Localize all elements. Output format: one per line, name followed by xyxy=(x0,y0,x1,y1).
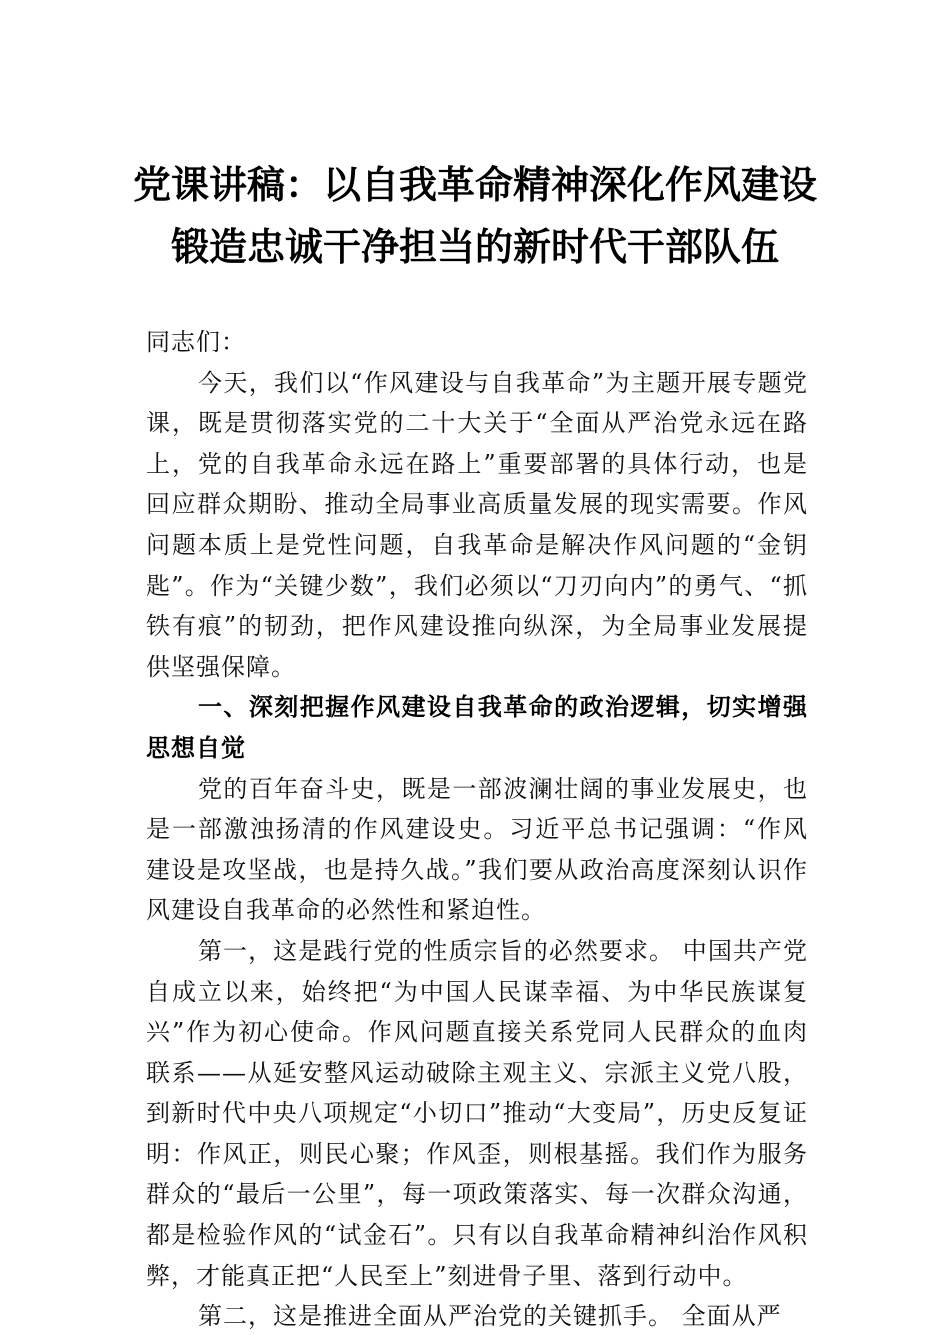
salutation: 同志们： xyxy=(146,328,246,356)
document-body xyxy=(146,322,808,1337)
point-1-paragraph xyxy=(146,931,808,1296)
point-2-body: 全面从严 xyxy=(673,1302,782,1331)
point-1-lead: 第一，这是践行党的性质宗旨的必然要求。 xyxy=(198,936,675,965)
section-1-paragraph: 党的百年奋斗史，既是一部波澜壮阔的事业发展史，也是一部激浊扬清的作风建设史。习近平总书记强调：“作风建设是攻坚战，也是持久战。”我们要从政治高度深刻认识作风建设自我革命的必然性和紧迫性。 xyxy=(146,774,808,925)
point-1-body: 中国共产党自成立以来，始终把“为中国人民谋幸福、为中华民族谋复兴”作为初心使命。作风问题直接关系党同人民群众的血肉联系——从延安整风运动破除主观主义、宗派主义党八股，到新时代中央八项规定“小切口”推动“大变局”，历史反复证明：作风正，则民心聚；作风歪，则根基摇。我们作为服务群众的“最后一公里”，每一项政策落实、每一次群众沟通，都是检验作风的“试金石”。只有以自我革命精神纠治作风积弊，才能真正把“人民至上”刻进骨子里、落到行动中。 xyxy=(146,936,808,1290)
document-title-line-1: 党课讲稿：以自我革命精神深化作风建设 xyxy=(132,163,817,207)
point-2-lead: 第二，这是推进全面从严治党的关键抓手。 xyxy=(198,1302,673,1331)
section-1-heading: 一、深刻把握作风建设自我革命的政治逻辑，切实增强思想自觉 xyxy=(146,693,808,762)
point-2-paragraph xyxy=(146,1296,808,1337)
document-title-line-2: 锻造忠诚干净担当的新时代干部队伍 xyxy=(170,225,779,269)
intro-paragraph: 今天，我们以“作风建设与自我革命”为主题开展专题党课，既是贯彻落实党的二十大关于“全面从严治党永远在路上，党的自我革命永远在路上”重要部署的具体行动，也是回应群众期盼、推动全局事业高质量发展的现实需要。作风问题本质上是党性问题，自我革命是解决作风问题的“金钥匙”。作为“关键少数”，我们必须以“刀刃向内”的勇气、“抓铁有痕”的韧劲，把作风建设推向纵深，为全局事业发展提供坚强保障。 xyxy=(146,368,808,681)
